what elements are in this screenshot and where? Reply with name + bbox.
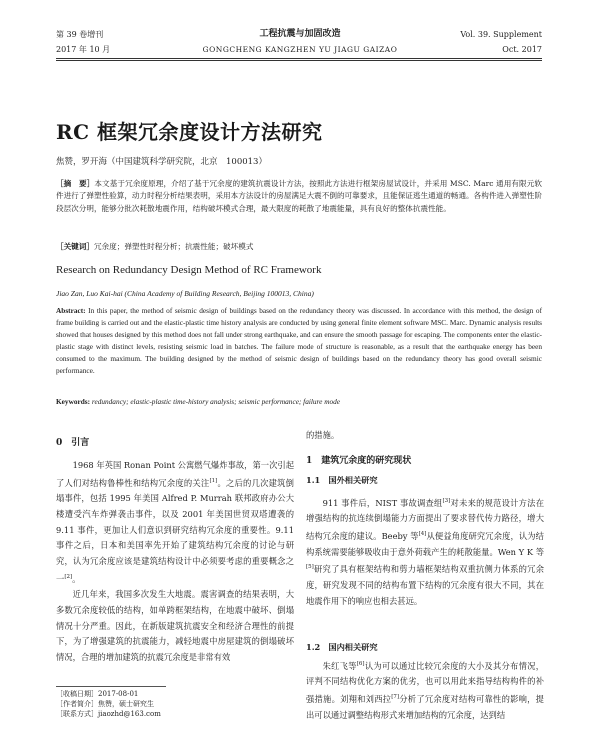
abstract-en-label: Abstract: (56, 306, 86, 315)
intro-paragraph-2: 近几年来，我国多次发生大地震。震害调查的结果表明，大多数冗余度较低的结构，如单跨框架结构，在地震中破坏、倒塌情况十分严重。因此，在新版建筑抗震安全和经济合理性的前提下，为了增强建筑的抗震能力，减轻地震中房屋建筑的倒塌破坏情况，合理的增加建筑的抗震冗余度是非常有效 (56, 589, 294, 662)
footnote-rule (56, 686, 166, 687)
paper-title: RC 框架冗余度设计方法研究 (56, 120, 323, 144)
keywords-cn-label: ［关键词］ (56, 242, 94, 251)
cite-1: [1] (209, 477, 218, 484)
paper-authors: 焦赞，罗开海（中国建筑科学研究院，北京 100013） (56, 157, 267, 167)
cite-5: [5] (306, 564, 314, 571)
right-column-top (306, 428, 544, 444)
section-1-1-heading: 1.1 国外相关研究 (306, 475, 378, 485)
cite-6: [6] (356, 661, 365, 667)
left-column-body (56, 458, 294, 666)
intro-paragraph-1: 1968 年英国 Ronan Point 公寓燃气爆炸事故，第一次引起了人们对结构鲁棒性和结构冗余度的关注[1]。之后的几次建筑倒塌事件，包括 1995 年美国 Alfred P. Murrah 联邦政府办公大楼遭受汽车炸弹袭击事件，以及 2001 年美国世贸双塔遭袭的 9.11 事件，更加让人们意识到研究结构冗余度的重要性。9.11 事件之后，日本和美国率先开始了建筑结构冗余度的讨论与研究，认为冗余度应该是建筑结构设计中必须要考虑的重要概念之一[2]。 (56, 460, 294, 584)
header-rule (56, 58, 542, 59)
footnote-author: ［作者简介］焦赞，硕士研究生 (56, 700, 154, 708)
header-rule-2 (56, 60, 542, 61)
header-date-cn: 2017 年 10 月 (56, 45, 111, 54)
section-1-1-body (306, 494, 544, 609)
cite-4: [4] (418, 531, 427, 538)
paper-authors-en: Jiao Zan, Luo Kai-hai (China Academy of Building Research, Beijing 100013, China) (56, 289, 314, 298)
abstract-en (56, 305, 542, 376)
cite-2: [2] (64, 573, 73, 580)
para-1-2: 朱红飞等[6]认为可以通过比较冗余度的大小及其分布情况，评判不同结构优化方案的优劣，也可以用此来指导结构构件的补强措施。刘翔和刘西拉[7]分析了冗余度对结构可靠性的影响，提出可以通过调整结构形式来增加结构的冗余度，达到结 (306, 660, 544, 720)
footnote-received: ［收稿日期］2017-08-01 (56, 690, 139, 698)
keywords-en-text: redundancy; elastic-plastic time-history analysis; seismic performance; failure mode (91, 397, 340, 406)
abstract-cn-text: 本文基于冗余度原理，介绍了基于冗余度的建筑抗震设计方法，按照此方法进行框架房屋试设计，并采用 MSC. Marc 通用有限元软件进行了弹塑性验算，动力时程分析结果表明，采用本方法设计的房屋满足大震不倒的可靠要求，且能保证逃生通道的畅通。各构件进入弹塑性阶段层次分明，能够分批次耗散地震作用，结构破坏模式合理，最大限度的耗散了地震能量，具有良好的整体抗震性能。 (56, 179, 542, 213)
right-continuation: 的措施。 (306, 430, 340, 440)
keywords-cn (56, 241, 542, 253)
keywords-cn-text: 冗余度；弹塑性时程分析；抗震性能；破坏模式 (93, 242, 254, 251)
section-0-heading: 0 引言 (56, 438, 90, 448)
paper-title-en: Research on Redundancy Design Method of RC Framework (56, 264, 322, 276)
abstract-cn-label: ［摘 要］ (56, 179, 95, 188)
keywords-en (56, 397, 542, 406)
footnote (56, 689, 161, 719)
abstract-cn (56, 178, 542, 215)
cite-3: [3] (442, 498, 451, 504)
section-1-2-heading: 1.2 国内相关研究 (306, 642, 378, 652)
header-volume-en: Vol. 39. Supplement (460, 30, 542, 39)
para-1-1: 911 事件后，NIST 事故调查组[3]对未来的规范设计方法在增强结构的抗连续倒塌能力方面提出了要求替代传力路径，增大结构冗余度的建议。Beeby 等[4]从便益角度研究冗余度，认为结构系统需要能够吸收由于意外荷载产生的耗散能量。Wen Y K 等[5]研究了具有框架结构和剪力墙框架结构双重抗侧力体系的冗余度，研究发现不同的结构布置下结构的冗余度有很大不同，其在地震作用下的响应也相去甚远。 (306, 497, 544, 606)
abstract-en-text: In this paper, the method of seismic design of buildings based on the redundancy theory was discussed. In accordance with this method, the design of frame building is carried out and the elastic-plastic time history analysis are conducted by using general finite element software MSC. Marc. Dynamic analysis results showed that houses designed by this method does not fall under strong earthquake, and can ensure the smooth passage for escaping. The components enter the elastic-plastic stage with distinct levels, resisting seismic load in batches. The failure mode of structure is reasonable, as a result that the earthquake energy has been consumed to the maximum. The building designed by the method of seismic design of buildings based on the redundancy theory has good overall seismic performance. (56, 306, 543, 375)
cite-7: [7] (391, 694, 400, 701)
header-journal-cn: 工程抗震与加固改造 (259, 29, 341, 39)
section-1-2-body (306, 657, 544, 723)
section-1-heading: 1 建筑冗余度的研究现状 (306, 456, 412, 466)
header-journal-en: GONGCHENG KANGZHEN YU JIAGU GAIZAO (202, 45, 398, 54)
keywords-en-label: Keywords: (56, 397, 91, 406)
footnote-email: ［联系方式］jiaozhd@163.com (56, 710, 161, 718)
header-date-en: Oct. 2017 (502, 45, 542, 54)
header-volume-cn: 第 39 卷增刊 (56, 30, 104, 39)
